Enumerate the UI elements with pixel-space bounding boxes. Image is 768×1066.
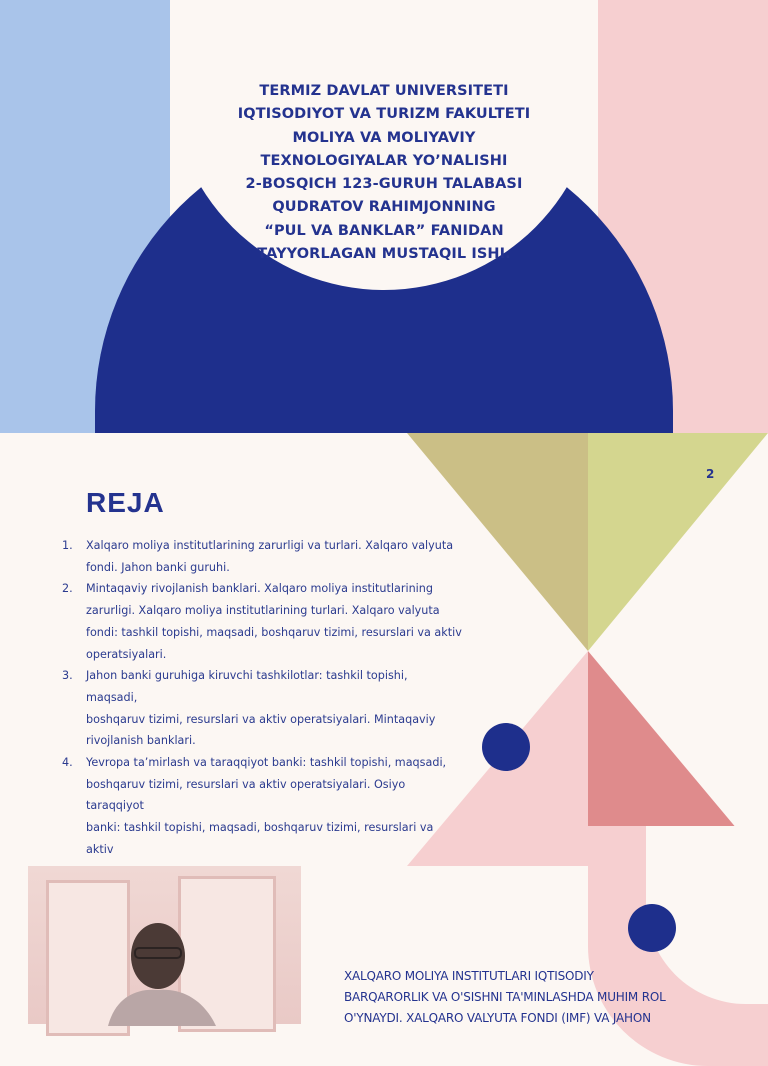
title-text-block (200, 80, 568, 266)
title-line: TERMIZ DAVLAT UNIVERSITETI (259, 83, 509, 99)
list-item-line: operatsiyalari. (86, 647, 167, 661)
plan-heading: REJA (86, 487, 165, 518)
list-item-number: 3. (62, 669, 73, 683)
list-item (62, 535, 462, 578)
list-item (62, 578, 462, 665)
photo-portrait (28, 866, 301, 1024)
intro-line: O'YNAYDI. XALQARO VALYUTA FONDI (IMF) VA JAHON (344, 1011, 651, 1025)
list-item-line: rivojlanish banklari. (86, 734, 196, 748)
intro-text (344, 966, 764, 1029)
list-item-line: zarurligi. Xalqaro moliya institutlarining turlari. Xalqaro valyuta (86, 604, 440, 618)
list-item-number: 1. (62, 539, 73, 552)
list-item-number: 2. (62, 582, 73, 596)
person-silhouette-icon (108, 916, 238, 1026)
list-item-line: fondi: tashkil topishi, maqsadi, boshqaruv tizimi, resurslari va aktiv (86, 625, 462, 639)
intro-slide (0, 866, 768, 1024)
title-line: IQTISODIYOT VA TURIZM FAKULTETI (237, 106, 531, 123)
page-number: 2 (706, 467, 715, 481)
list-item (62, 665, 462, 752)
title-line: TAYYORLAGAN MUSTAQIL ISHI. (257, 246, 511, 263)
plan-slide (0, 433, 768, 866)
intro-line: BARQARORLIK VA O'SISHNI TA'MINLASHDA MUHIM ROL (344, 990, 666, 1004)
title-line: TEXNOLOGIYALAR YO’NALISHI (260, 152, 508, 169)
list-item-line: banki: tashkil topishi, maqsadi, boshqaruv tizimi, resurslari va aktiv (86, 821, 434, 856)
title-line: MOLIYA VA MOLIYAVIY (292, 129, 476, 146)
list-item-line: Xalqaro moliya institutlarining zarurligi va turlari. Xalqaro valyuta (86, 539, 454, 552)
plan-list (62, 535, 462, 904)
title-slide (0, 0, 768, 433)
title-line: 2-BOSQICH 123-GURUH TALABASI (245, 176, 523, 193)
list-item-line: boshqaruv tizimi, resurslari va aktiv operatsiyalari. Osiyo taraqqiyot (86, 777, 406, 813)
navy-dot (482, 723, 530, 771)
lime-triangle (588, 433, 768, 651)
title-line: QUDRATOV RAHIMJONNING (272, 199, 496, 216)
list-item-line: fondi. Jahon banki guruhi. (86, 560, 230, 574)
list-item-line: Yevropa ta’mirlash va taraqqiyot banki: tashkil topishi, maqsadi, (86, 756, 447, 770)
navy-dot (628, 904, 676, 952)
list-item-number: 4. (62, 756, 73, 770)
list-item-line: boshqaruv tizimi, resurslari va aktiv operatsiyalari. Mintaqaviy (86, 712, 436, 726)
list-item-line: Jahon banki guruhiga kiruvchi tashkilotlar: tashkil topishi, maqsadi, (86, 669, 408, 704)
intro-line: XALQARO MOLIYA INSTITUTLARI IQTISODIY (344, 969, 594, 983)
title-line: “PUL VA BANKLAR” FANIDAN (264, 222, 504, 239)
list-item-line: Mintaqaviy rivojlanish banklari. Xalqaro moliya institutlarining (86, 582, 433, 596)
